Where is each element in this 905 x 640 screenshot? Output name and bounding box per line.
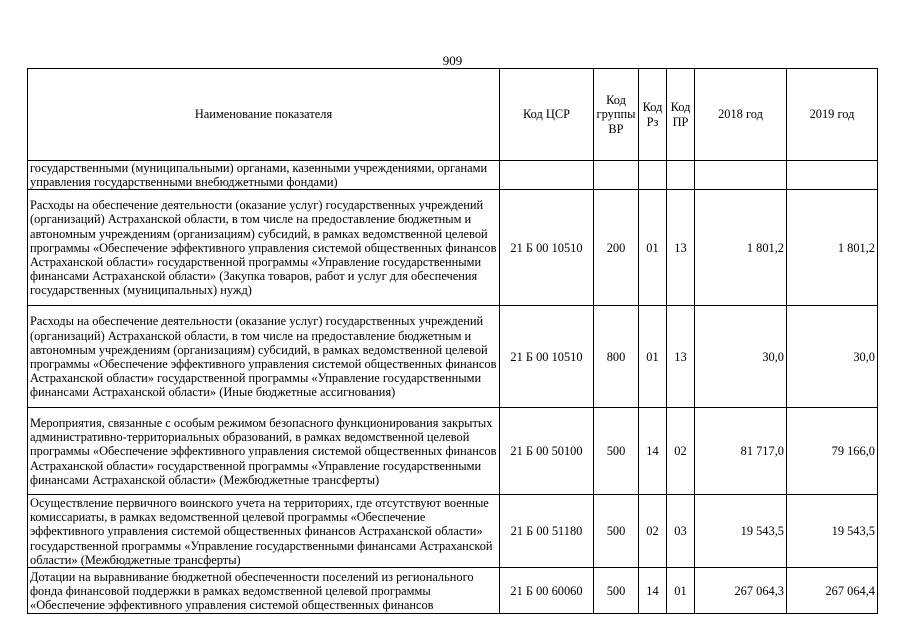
row-pr: 13	[667, 306, 695, 408]
header-2018: 2018 год	[695, 69, 787, 161]
row-pr: 01	[667, 568, 695, 614]
row-pr: 03	[667, 495, 695, 568]
row-2019: 19 543,5	[787, 495, 878, 568]
row-2018: 1 801,2	[695, 190, 787, 306]
table-row	[28, 495, 878, 568]
header-pr: Код ПР	[667, 69, 695, 161]
table-row	[28, 568, 878, 614]
row-rz	[639, 161, 667, 190]
header-row	[28, 69, 878, 161]
header-vr: Код группы ВР	[594, 69, 639, 161]
table-row	[28, 408, 878, 495]
row-name: Осуществление первичного воинского учета на территориях, где отсутствуют военные комиссариаты, в рамках ведомственной целевой программы «Обеспечение эффективного управления системой общественных финансов Астраханской области» государственной программы «Управление государственными финансами Астраханской области» (Межбюджетные трансферты)	[28, 495, 500, 568]
row-2018: 30,0	[695, 306, 787, 408]
row-pr	[667, 161, 695, 190]
row-vr: 200	[594, 190, 639, 306]
budget-table	[27, 68, 878, 614]
row-rz: 02	[639, 495, 667, 568]
header-2019: 2019 год	[787, 69, 878, 161]
row-vr: 500	[594, 408, 639, 495]
row-name: государственными (муниципальными) органами, казенными учреждениями, органами управления государственными внебюджетными фондами)	[28, 161, 500, 190]
row-name: Мероприятия, связанные с особым режимом безопасного функционирования закрытых административно-территориальных образований, в рамках ведомственной целевой программы «Обеспечение эффективного управления системой общественных финансов Астраханской области» государственной программы «Управление государственными финансами Астраханской области» (Межбюджетные трансферты)	[28, 408, 500, 495]
row-2018: 81 717,0	[695, 408, 787, 495]
table-row	[28, 161, 878, 190]
row-pr: 13	[667, 190, 695, 306]
row-2019: 1 801,2	[787, 190, 878, 306]
row-csr: 21 Б 00 51180	[500, 495, 594, 568]
row-vr: 500	[594, 495, 639, 568]
row-vr: 800	[594, 306, 639, 408]
row-name: Расходы на обеспечение деятельности (оказание услуг) государственных учреждений (организаций) Астраханской области, в том числе на предоставление бюджетным и автономным учреждениям (организациям) субсидий, в рамках ведомственной целевой программы «Обеспечение эффективного управления системой общественных финансов Астраханской области» государственной программы «Управление государственными финансами Астраханской области» (Иные бюджетные ассигнования)	[28, 306, 500, 408]
table-row	[28, 306, 878, 408]
row-csr: 21 Б 00 60060	[500, 568, 594, 614]
row-2018	[695, 161, 787, 190]
header-csr: Код ЦСР	[500, 69, 594, 161]
row-rz: 01	[639, 190, 667, 306]
page-number: 909	[442, 53, 463, 68]
row-name: Дотации на выравнивание бюджетной обеспеченности поселений из регионального фонда финансовой поддержки в рамках ведомственной целевой программы «Обеспечение эффективного управления системой общественных финансов	[28, 568, 500, 614]
row-csr	[500, 161, 594, 190]
row-2019: 30,0	[787, 306, 878, 408]
row-csr: 21 Б 00 50100	[500, 408, 594, 495]
row-2018: 19 543,5	[695, 495, 787, 568]
row-2018: 267 064,3	[695, 568, 787, 614]
row-vr: 500	[594, 568, 639, 614]
row-2019	[787, 161, 878, 190]
table-row	[28, 190, 878, 306]
row-name: Расходы на обеспечение деятельности (оказание услуг) государственных учреждений (организаций) Астраханской области, в том числе на предоставление бюджетным и автономным учреждениям (организациям) субсидий, в рамках ведомственной целевой программы «Обеспечение эффективного управления системой общественных финансов Астраханской области» государственной программы «Управление государственными финансами Астраханской области» (Закупка товаров, работ и услуг для обеспечения государственных (муниципальных) нужд)	[28, 190, 500, 306]
row-2019: 79 166,0	[787, 408, 878, 495]
row-rz: 14	[639, 568, 667, 614]
row-csr: 21 Б 00 10510	[500, 306, 594, 408]
header-rz: Код Рз	[639, 69, 667, 161]
row-pr: 02	[667, 408, 695, 495]
row-rz: 14	[639, 408, 667, 495]
header-name: Наименование показателя	[28, 69, 500, 161]
row-rz: 01	[639, 306, 667, 408]
row-2019: 267 064,4	[787, 568, 878, 614]
row-vr	[594, 161, 639, 190]
row-csr: 21 Б 00 10510	[500, 190, 594, 306]
